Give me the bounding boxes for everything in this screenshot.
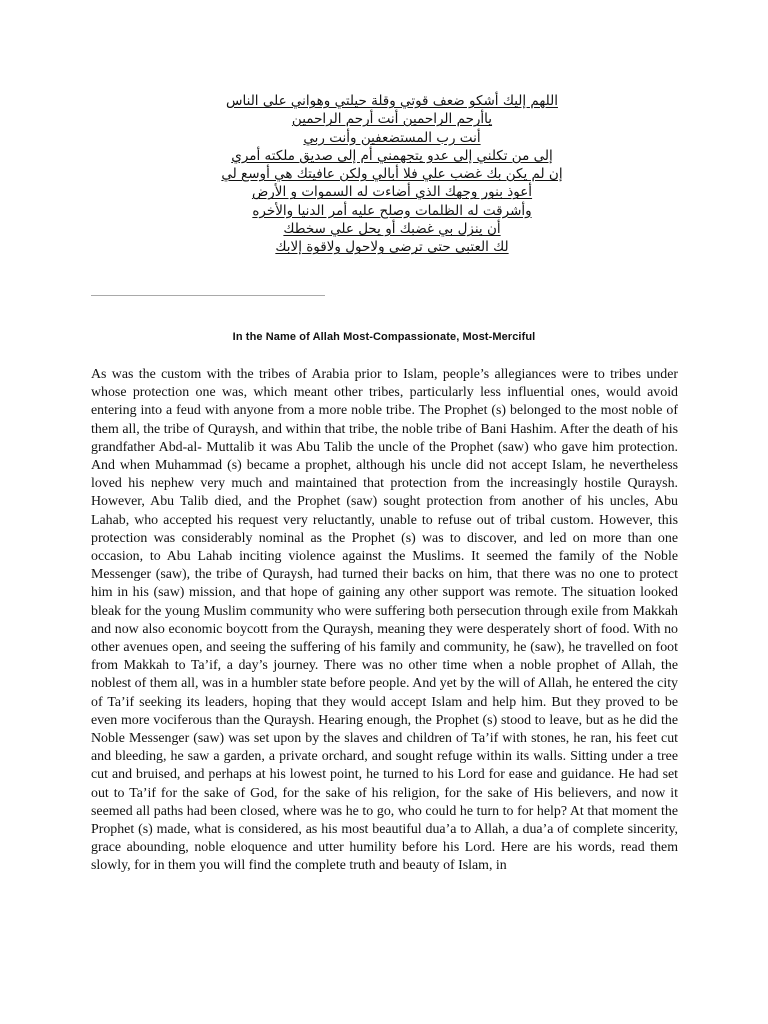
arabic-prayer-block [150,92,634,257]
arabic-prayer-line: إلى من تكلني إلى عدو يتجهمني أم إلى صديق ملكته أمري [231,147,553,164]
arabic-prayer-line: ياأرحم الراحمين أنت أرحم الراحمين [291,111,493,128]
section-heading: In the Name of Allah Most-Compassionate, Most-Merciful [232,331,536,343]
arabic-prayer-line: اللهم إليك أشكو ضعف قوتي وقلة حيلتي وهواني على الناس [226,93,558,109]
section-divider [91,295,325,296]
arabic-prayer-line: لك العتبى حتى ترضى ولاحول ولاقوة إلابك [275,239,509,256]
arabic-prayer-line: وأشرقت له الظلمات وصلح عليه أمر الدنيا والأخره [252,202,532,219]
arabic-prayer-line: أن ينزل بي غضبك أو يحل علي سخطك [283,221,501,238]
arabic-prayer-line: إن لم يكن بك غضب علي فلا أبالي ولكن عافيتك هي أوسع لي [221,166,563,183]
arabic-prayer-line: أنت رب المستضعفين وأنت ربي [303,129,481,146]
arabic-prayer-line: أعوذ بنور وجهك الذي أضاءت له السموات و الأرض [251,184,533,201]
body-paragraph: As was the custom with the tribes of Arabia prior to Islam, people’s allegiances were to tribes under whose protection one was, which meant other tribes, particularly less influential ones, would avoid entering into a feud with anyone from a more noble tribe. The Prophet (s) belonged to the most noble of them all, the tribe of Quraysh, and within that tribe, the noble tribe of Bani Hashim. After the death of his grandfather Abd-al- Muttalib it was Abu Talib the uncle of the Prophet (saw) who gave him protection. And when Muhammad (s) became a prophet, although his uncle did not accept Islam, he nevertheless loved his nephew very much and maintained that protection from the increasingly hostile Quraysh. However, Abu Talib died, and the Prophet (saw) sought protection from another of his uncles, Abu Lahab, who accepted his request very reluctantly, unable to refuse out of tribal custom. However, this protection was considerably nominal as the Prophet (s) was to discover, and led on more than one occasion, to Abu Lahab inciting violence against the Muslims. It seemed the family of the Noble Messenger (saw), the tribe of Quraysh, had turned their backs on him, that there was no one to protect him in his (saw) mission, and that hope of gaining any other support was remote. The situation looked bleak for the young Muslim community who were suffering both persecution through exile from Makkah and now also economic boycott from the Quraysh, meaning they were desperately short of food. With no other avenues open, and seeing the suffering of his family and community, he (saw), he travelled on foot from Makkah to Ta’if, a day’s journey. There was no other time when a noble prophet of Allah, the noblest of them all, was in a humbler state before people. And yet by the will of Allah, he entered the city of Ta’if seeking its leaders, hoping that they would accept Islam and help him. But they proved to be even more vociferous than the Quraysh. Hearing enough, the Prophet (s) stood to leave, but as he did the Noble Messenger (saw) was set upon by the slaves and children of Ta’if with stones, he ran, his feet cut and bleeding, he saw a garden, a private orchard, and sought refuge within its walls. Sitting under a tree cut and bruised, and perhaps at his lowest point, he turned to his Lord for ease and guidance. He had set out to Ta’if for the sake of God, for the sake of his religion, for the sake of His believers, and now it seemed all paths had been closed, where was he to go, who could he turn to for help? At that moment the Prophet (s) made, what is considered, as his most beautiful dua’a to Allah, a dua’a of complete sincerity, grace abounding, noble eloquence and utter humility before his Lord. Here are his words, read them slowly, for in them you will find the complete truth and beauty of Islam, in [91,367,678,874]
